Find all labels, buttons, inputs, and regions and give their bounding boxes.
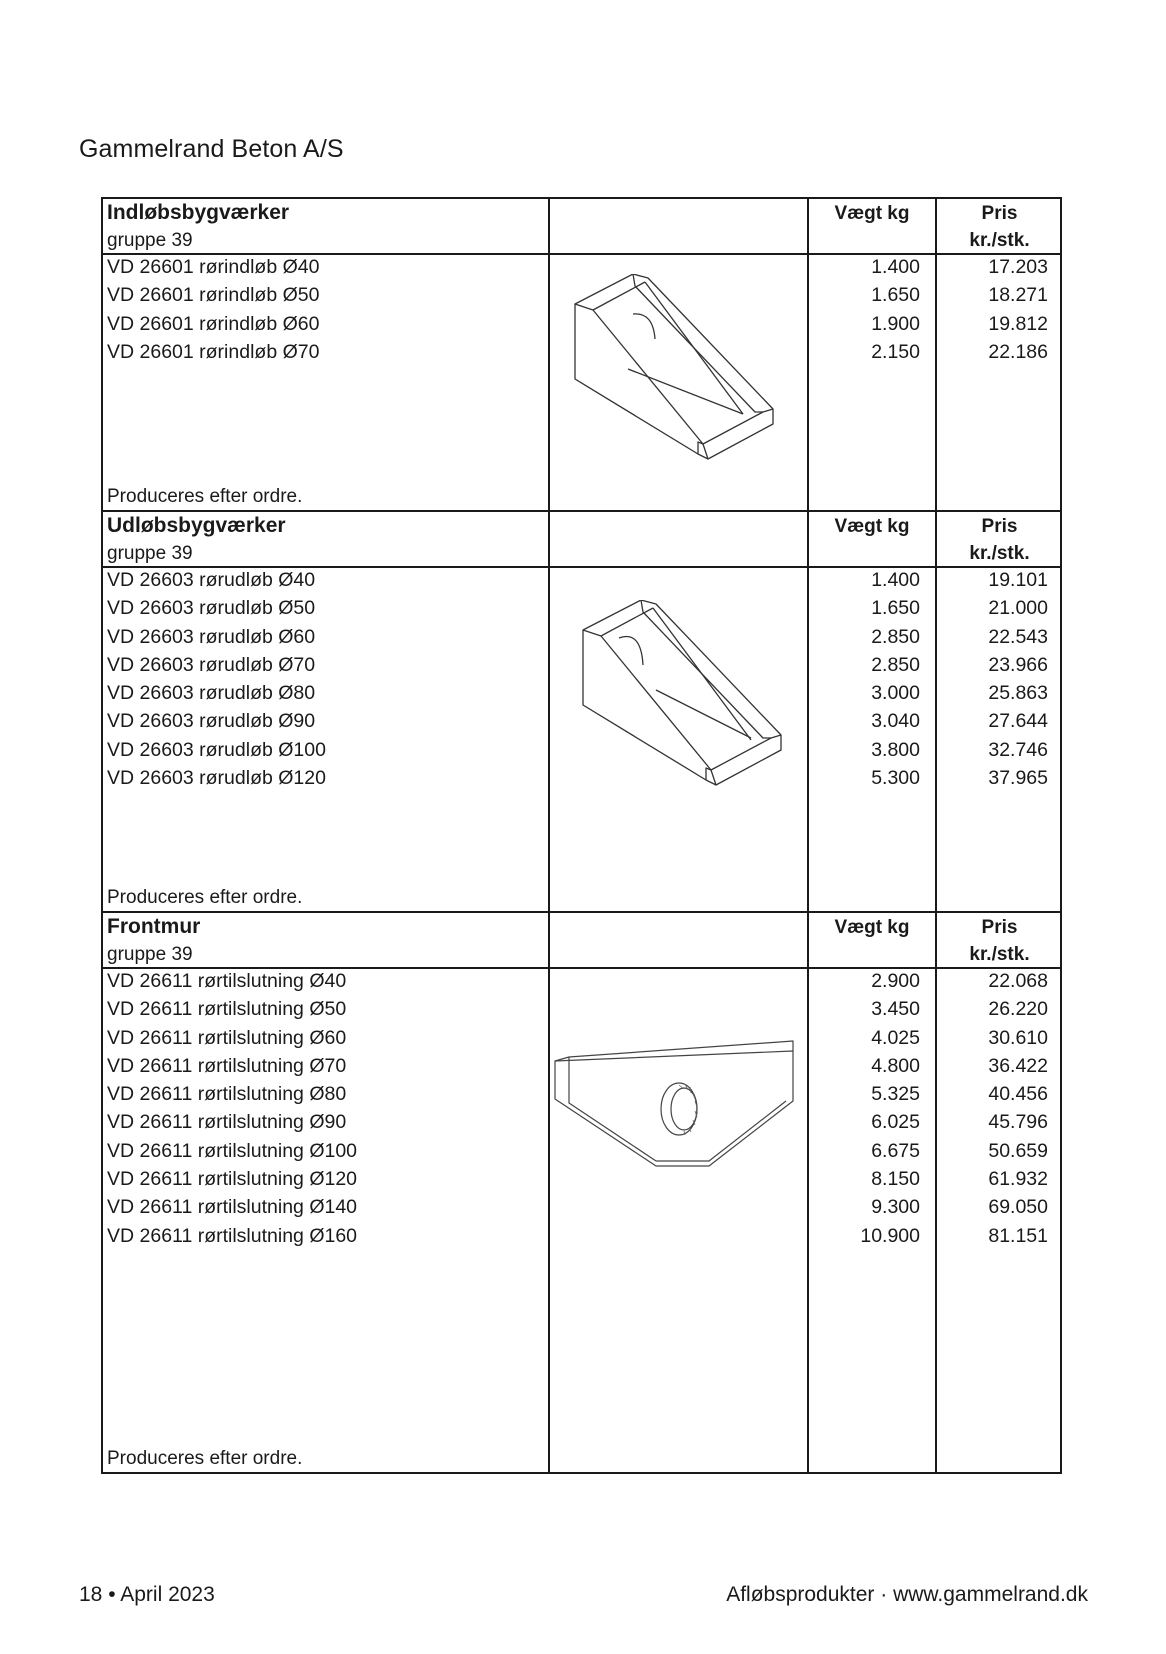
price-header: Pris (981, 917, 1018, 938)
product-price: 22.186 (988, 340, 1048, 363)
section-note: Produceres efter ordre. (107, 486, 303, 507)
product-name: VD 26603 rørudløb Ø80 (107, 682, 316, 705)
product-name: VD 26603 rørudløb Ø90 (107, 710, 316, 733)
product-price: 69.050 (988, 1196, 1048, 1219)
product-price: 32.746 (988, 738, 1048, 761)
product-price: 36.422 (988, 1054, 1048, 1077)
product-price: 37.965 (988, 767, 1048, 790)
section-header (103, 199, 1060, 255)
product-weight: 3.800 (871, 738, 920, 761)
product-name: VD 26601 rørindløb Ø50 (107, 284, 320, 307)
section-title: Indløbsbygværker (107, 201, 290, 224)
product-name: VD 26603 rørudløb Ø60 (107, 625, 316, 648)
product-price: 21.000 (988, 597, 1048, 620)
product-price: 23.966 (988, 653, 1048, 676)
footer-page-date: 18 • April 2023 (79, 1583, 215, 1606)
product-price: 18.271 (988, 284, 1048, 307)
product-name: VD 26611 rørtilslutning Ø100 (107, 1139, 358, 1162)
section-note: Produceres efter ordre. (107, 1448, 303, 1469)
product-weight: 2.900 (871, 970, 920, 992)
section-inlet (103, 199, 1060, 510)
product-name: VD 26611 rørtilslutning Ø120 (107, 1168, 358, 1191)
front-wall-drawing (551, 1031, 806, 1191)
product-name: VD 26611 rørtilslutning Ø60 (107, 1026, 347, 1049)
product-price: 25.863 (988, 682, 1048, 705)
product-weight: 4.025 (871, 1026, 920, 1049)
product-name: VD 26611 rørtilslutning Ø70 (107, 1054, 347, 1077)
price-unit-header: kr./stk. (969, 543, 1030, 564)
price-unit-header: kr./stk. (969, 230, 1030, 251)
product-weight: 3.040 (871, 710, 920, 733)
section-front-wall (103, 911, 1060, 1472)
product-weight: 1.400 (871, 256, 920, 278)
product-name: VD 26601 rørindløb Ø40 (107, 256, 320, 278)
weight-header: Vægt kg (834, 917, 910, 938)
table-row (103, 1224, 1060, 1252)
weight-header: Vægt kg (834, 203, 910, 224)
table-row (103, 1195, 1060, 1223)
product-name: VD 26611 rørtilslutning Ø160 (107, 1224, 358, 1247)
product-name: VD 26601 rørindløb Ø70 (107, 340, 320, 363)
section-outlet (103, 510, 1060, 911)
section-title: Udløbsbygværker (107, 514, 286, 537)
product-weight: 5.325 (871, 1083, 920, 1106)
inlet-structure-drawing (573, 274, 783, 469)
footer-site: Afløbsprodukter · www.gammelrand.dk (726, 1583, 1088, 1606)
product-weight: 1.650 (871, 597, 920, 620)
product-weight: 10.900 (860, 1224, 920, 1247)
product-name: VD 26611 rørtilslutning Ø90 (107, 1111, 347, 1134)
product-price: 22.543 (988, 625, 1048, 648)
product-name: VD 26611 rørtilslutning Ø50 (107, 998, 347, 1021)
section-header (103, 913, 1060, 969)
product-weight: 1.900 (871, 312, 920, 335)
section-title: Frontmur (107, 915, 201, 938)
product-weight: 5.300 (871, 767, 920, 790)
product-weight: 1.400 (871, 569, 920, 591)
section-group: gruppe 39 (107, 543, 193, 564)
company-title: Gammelrand Beton A/S (79, 135, 344, 163)
product-name: VD 26603 rørudløb Ø120 (107, 767, 326, 790)
product-name: VD 26603 rørudløb Ø100 (107, 738, 326, 761)
price-header: Pris (981, 203, 1018, 224)
price-header: Pris (981, 516, 1018, 537)
product-price: 19.101 (988, 569, 1048, 591)
product-price: 81.151 (988, 1224, 1048, 1247)
product-weight: 2.150 (871, 340, 920, 363)
product-weight: 2.850 (871, 625, 920, 648)
product-weight: 3.450 (871, 998, 920, 1021)
table-row (103, 568, 1060, 596)
product-name: VD 26611 rørtilslutning Ø80 (107, 1083, 347, 1106)
product-weight: 9.300 (871, 1196, 920, 1219)
weight-header: Vægt kg (834, 516, 910, 537)
product-price: 19.812 (988, 312, 1048, 335)
product-weight: 6.025 (871, 1111, 920, 1134)
table-row (103, 969, 1060, 997)
product-weight: 2.850 (871, 653, 920, 676)
product-price: 50.659 (988, 1139, 1048, 1162)
product-weight: 4.800 (871, 1054, 920, 1077)
product-name: VD 26611 rørtilslutning Ø140 (107, 1196, 358, 1219)
product-weight: 1.650 (871, 284, 920, 307)
product-weight: 6.675 (871, 1139, 920, 1162)
section-note: Produceres efter ordre. (107, 887, 303, 908)
product-price: 17.203 (988, 256, 1048, 278)
product-name: VD 26603 rørudløb Ø70 (107, 653, 316, 676)
table-row (103, 997, 1060, 1025)
product-price: 26.220 (988, 998, 1048, 1021)
product-price: 27.644 (988, 710, 1048, 733)
product-name: VD 26601 rørindløb Ø60 (107, 312, 320, 335)
product-price: 22.068 (988, 970, 1048, 992)
product-weight: 8.150 (871, 1168, 920, 1191)
section-group: gruppe 39 (107, 230, 193, 251)
price-table (101, 197, 1062, 1474)
product-name: VD 26603 rørudløb Ø40 (107, 569, 316, 591)
product-name: VD 26603 rørudløb Ø50 (107, 597, 316, 620)
product-price: 30.610 (988, 1026, 1048, 1049)
product-price: 61.932 (988, 1168, 1048, 1191)
product-price: 40.456 (988, 1083, 1048, 1106)
product-weight: 3.000 (871, 682, 920, 705)
section-group: gruppe 39 (107, 944, 193, 965)
product-name: VD 26611 rørtilslutning Ø40 (107, 970, 347, 992)
outlet-structure-drawing (581, 600, 791, 795)
product-price: 45.796 (988, 1111, 1048, 1134)
price-unit-header: kr./stk. (969, 944, 1030, 965)
section-header (103, 512, 1060, 568)
